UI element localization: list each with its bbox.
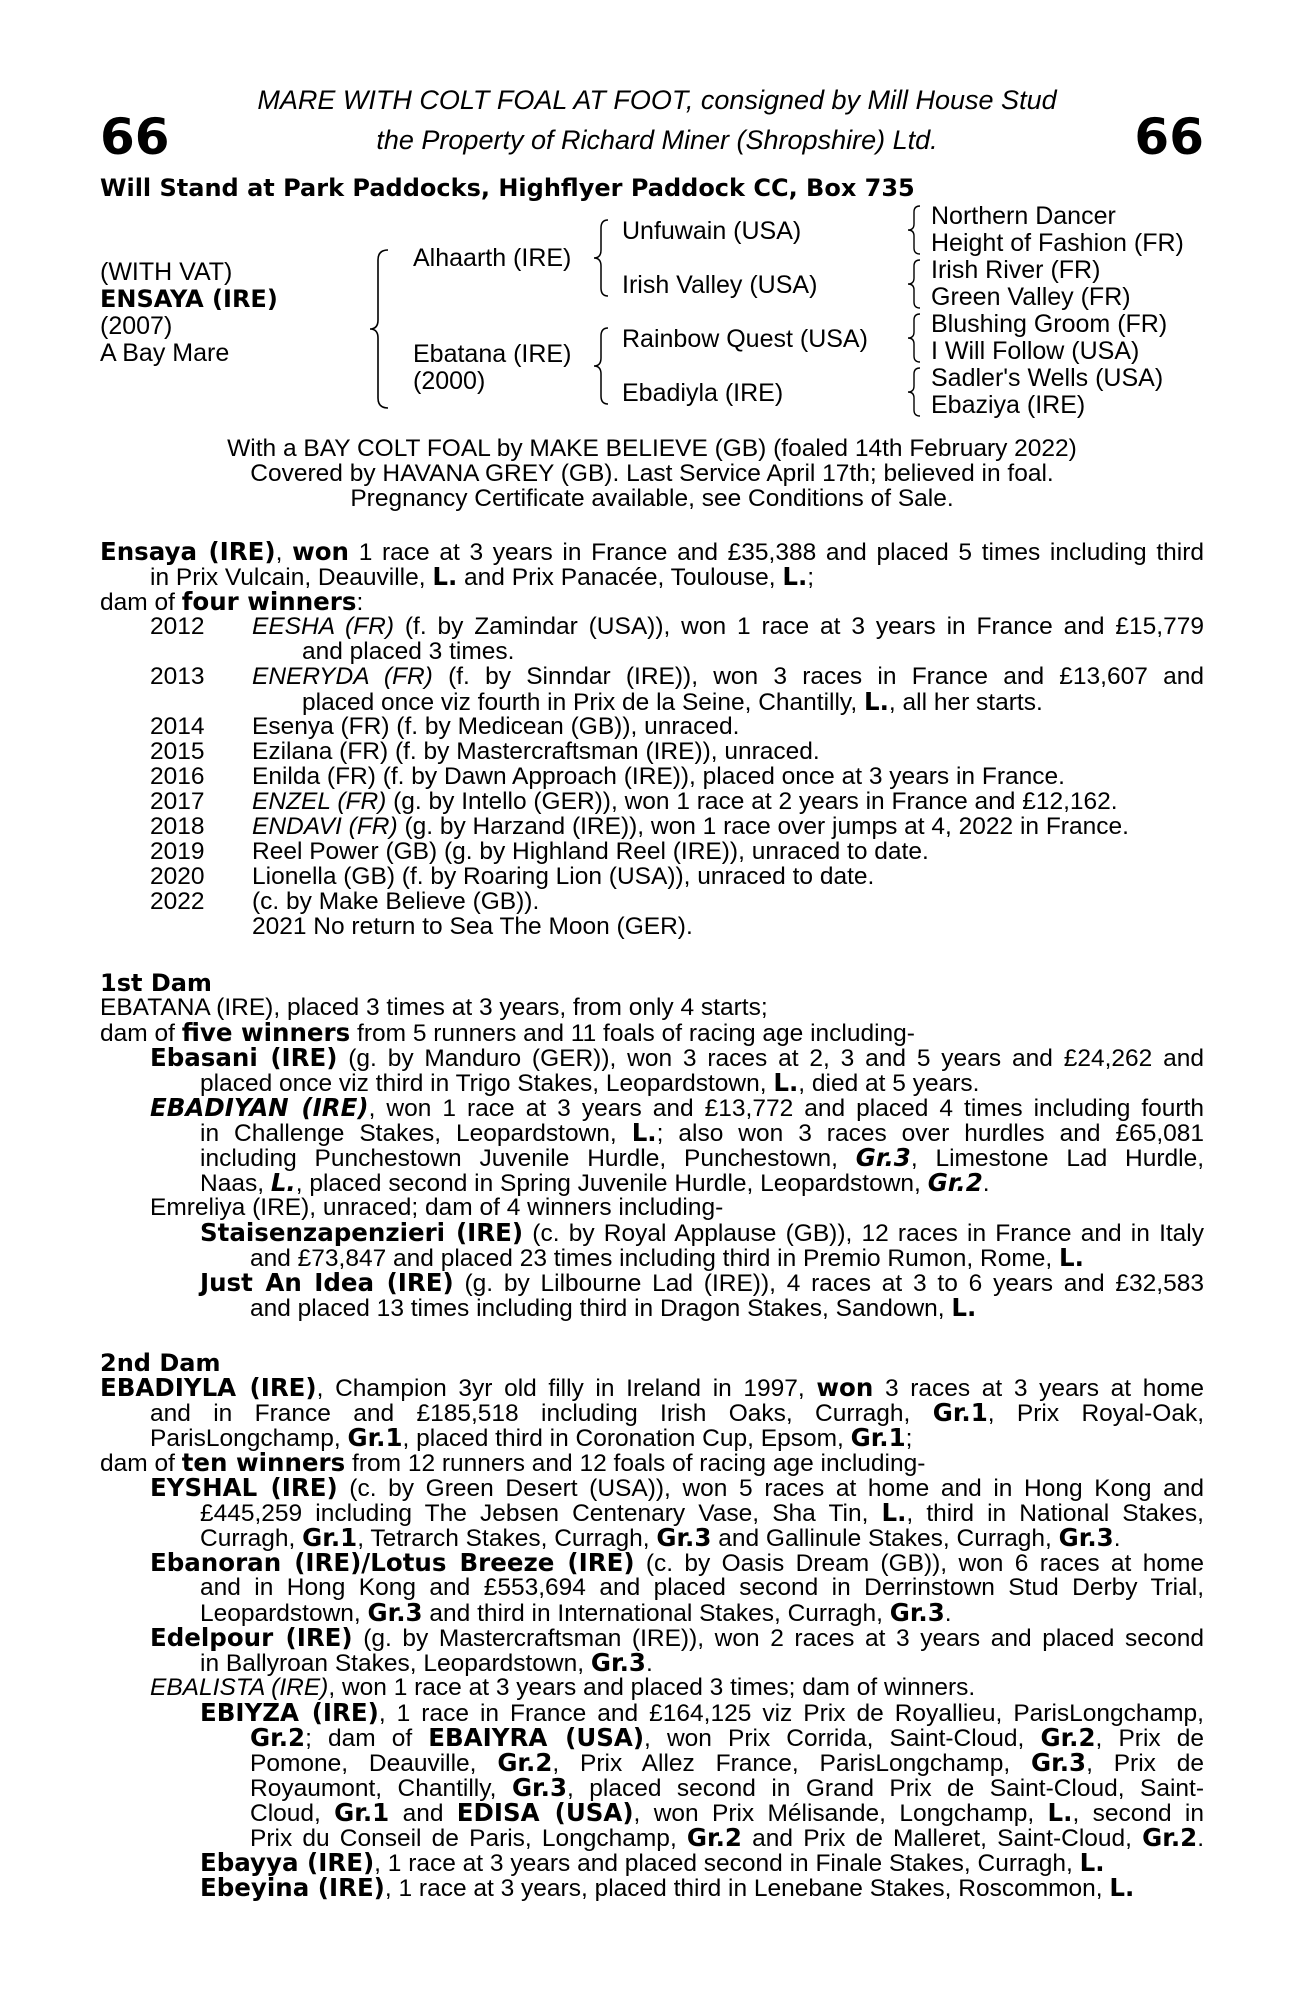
pedigree-brace-ss: [906, 204, 922, 256]
produce-2016: Enilda (FR) (f. by Dawn Approach (IRE)), placed once at 3 years in France.: [252, 763, 1065, 790]
ebasani-line-1: Ebasani (IRE) (g. by Manduro (GER)), won 3 races at 2, 3 and 5 years and £24,262 and: [150, 1043, 1204, 1072]
ensaya-line-1: Ensaya (IRE), won 1 race at 3 years in France and £35,388 and placed 5 times including third: [100, 537, 1204, 566]
first-dam-line-2: dam of five winners from 5 runners and 11 foals of racing age including-: [100, 1018, 915, 1047]
ebiyza-line-3: Pomone, Deauville, Gr.2, Prix Allez France, ParisLongchamp, Gr.3, Prix de: [250, 1748, 1204, 1777]
produce-year: 2020: [150, 863, 205, 890]
first-dam-heading: 1st Dam: [100, 969, 212, 997]
consignment-line: MARE WITH COLT FOAL AT FOOT, consigned by Mill House Stud: [257, 85, 1057, 115]
ebanoran-line-2: and in Hong Kong and £553,694 and placed second in Derrinstown Stud Derby Trial,: [200, 1574, 1204, 1601]
produce-year: 2017: [150, 788, 205, 815]
dds: Sadler's Wells (USA): [931, 364, 1164, 392]
sds: Irish River (FR): [931, 256, 1101, 284]
lot-number-left: 66: [100, 108, 170, 166]
foal-info-2: Covered by HAVANA GREY (GB). Last Service April 17th; believed in foal.: [250, 460, 1054, 487]
produce-2013-cont: placed once viz fourth in Prix de la Seine, Chantilly, L., all her starts.: [302, 687, 1043, 716]
pedigree-brace-dd: [906, 366, 922, 418]
ebadiyla-line-3: ParisLongchamp, Gr.1, placed third in Coronation Cup, Epsom, Gr.1;: [150, 1423, 913, 1452]
second-dam-heading: 2nd Dam: [100, 1349, 221, 1377]
pedigree-brace-sire: [592, 218, 610, 298]
produce-year: 2016: [150, 763, 205, 790]
ebayya-line: Ebayya (IRE), 1 race at 3 years and placed second in Finale Stakes, Curragh, L.: [200, 1848, 1105, 1877]
first-dam-line-1: EBATANA (IRE), placed 3 times at 3 years, from only 4 starts;: [100, 994, 768, 1021]
just-line-2: and placed 13 times including third in Dragon Stakes, Sandown, L.: [250, 1293, 977, 1322]
produce-2013: ENERYDA (FR) (f. by Sinndar (IRE)), won 3 races in France and £13,607 and: [252, 663, 1204, 690]
produce-2018: ENDAVI (FR) (g. by Harzand (IRE)), won 1 race over jumps at 4, 2022 in France.: [252, 813, 1129, 840]
ebadiyan-line-4: Naas, L., placed second in Spring Juvenile Hurdle, Leopardstown, Gr.2.: [200, 1168, 990, 1197]
produce-2022: (c. by Make Believe (GB)).: [252, 888, 540, 915]
ebadiyla-dam-of: dam of ten winners from 12 runners and 12 foals of racing age including-: [100, 1448, 926, 1477]
ebadiyan-line-3: including Punchestown Juvenile Hurdle, Punchestown, Gr.3, Limestone Lad Hurdle,: [200, 1143, 1205, 1172]
sire: Alhaarth (IRE): [413, 244, 572, 272]
foal-info-1: With a BAY COLT FOAL by MAKE BELIEVE (GB) (foaled 14th February 2022): [227, 435, 1077, 462]
stais-line-2: and £73,847 and placed 23 times including third in Premio Rumon, Rome, L.: [250, 1243, 1084, 1272]
produce-2021: 2021 No return to Sea The Moon (GER).: [252, 913, 693, 940]
eyshal-line-1: EYSHAL (IRE) (c. by Green Desert (USA)), won 5 races at home and in Hong Kong and: [150, 1473, 1204, 1502]
ebiyza-line-1: EBIYZA (IRE), 1 race in France and £164,125 viz Prix de Royallieu, ParisLongchamp,: [200, 1698, 1204, 1727]
ensaya-line-2: in Prix Vulcain, Deauville, L. and Prix Panacée, Toulouse, L.;: [150, 562, 815, 591]
ebadiyan-line-2: in Challenge Stakes, Leopardstown, L.; also won 3 races over hurdles and £65,081: [200, 1118, 1204, 1147]
dam-year: (2000): [413, 367, 486, 395]
ebadiyla-line-1: EBADIYLA (IRE), Champion 3yr old filly in Ireland in 1997, won 3 races at 3 years at home: [100, 1373, 1205, 1402]
ebanoran-line-1: Ebanoran (IRE)/Lotus Breeze (IRE) (c. by Oasis Dream (GB)), won 6 races at home: [150, 1548, 1204, 1577]
horse-name: ENSAYA (IRE): [100, 285, 278, 313]
ensaya-dam-of: dam of four winners:: [100, 587, 364, 616]
pedigree-brace-sd: [906, 258, 922, 310]
produce-year: 2013: [150, 663, 205, 690]
ebeyina-line: Ebeyina (IRE), 1 race at 3 years, placed third in Lenebane Stakes, Roscommon, L.: [200, 1873, 1135, 1902]
foal-info-3: Pregnancy Certificate available, see Conditions of Sale.: [350, 485, 954, 512]
pedigree-brace-dam: [592, 326, 610, 406]
produce-2014: Esenya (FR) (f. by Medicean (GB)), unraced.: [252, 713, 740, 740]
produce-year: 2014: [150, 713, 205, 740]
ebalista-line: EBALISTA (IRE), won 1 race at 3 years and placed 3 times; dam of winners.: [150, 1674, 976, 1701]
produce-year: 2022: [150, 888, 205, 915]
horse-description: A Bay Mare: [100, 339, 230, 367]
dss: Blushing Groom (FR): [931, 310, 1168, 338]
ebadiyan-line-1: EBADIYAN (IRE), won 1 race at 3 years and £13,772 and placed 4 times including fourth: [150, 1093, 1205, 1122]
dam-sire: Rainbow Quest (USA): [622, 325, 868, 353]
horse-year: (2007): [100, 312, 173, 340]
pedigree-brace-ds: [906, 312, 922, 364]
pedigree-brace-main: [368, 248, 390, 410]
dsd: I Will Follow (USA): [931, 337, 1140, 365]
produce-2012: EESHA (FR) (f. by Zamindar (USA)), won 1 race at 3 years in France and £15,779: [252, 613, 1204, 640]
produce-2019: Reel Power (GB) (g. by Highland Reel (IRE)), unraced to date.: [252, 838, 929, 865]
eyshal-line-2: £445,259 including The Jebsen Centenary Vase, Sha Tin, L., third in National Stakes,: [200, 1498, 1204, 1527]
produce-year: 2019: [150, 838, 205, 865]
ebiyza-line-5: Cloud, Gr.1 and EDISA (USA), won Prix Mélisande, Longchamp, L., second in: [250, 1798, 1204, 1827]
dam: Ebatana (IRE): [413, 340, 572, 368]
produce-2012-cont: and placed 3 times.: [302, 638, 515, 665]
dam-dam: Ebadiyla (IRE): [622, 379, 784, 407]
ebasani-line-2: placed once viz third in Trigo Stakes, Leopardstown, L., died at 5 years.: [200, 1068, 980, 1097]
edelpour-line-1: Edelpour (IRE) (g. by Mastercraftsman (IRE)), won 2 races at 3 years and placed second: [150, 1623, 1204, 1652]
eyshal-line-3: Curragh, Gr.1, Tetrarch Stakes, Curragh, Gr.3 and Gallinule Stakes, Curragh, Gr.3.: [200, 1523, 1121, 1552]
produce-year: 2015: [150, 738, 205, 765]
sss: Northern Dancer: [931, 202, 1116, 230]
edelpour-line-2: in Ballyroan Stakes, Leopardstown, Gr.3.: [200, 1648, 653, 1677]
produce-year: 2018: [150, 813, 205, 840]
lot-number-right: 66: [1134, 108, 1204, 166]
ssd: Height of Fashion (FR): [931, 229, 1184, 257]
ebadiyla-line-2: and in France and £185,518 including Irish Oaks, Curragh, Gr.1, Prix Royal-Oak,: [150, 1398, 1204, 1427]
vat-note: (WITH VAT): [100, 258, 233, 286]
ddd: Ebaziya (IRE): [931, 391, 1086, 419]
just-line-1: Just An Idea (IRE) (g. by Lilbourne Lad (IRE)), 4 races at 3 to 6 years and £32,583: [200, 1268, 1204, 1297]
ebanoran-line-3: Leopardstown, Gr.3 and third in International Stakes, Curragh, Gr.3.: [200, 1598, 952, 1627]
produce-2020: Lionella (GB) (f. by Roaring Lion (USA)), unraced to date.: [252, 863, 875, 890]
sire-dam: Irish Valley (USA): [622, 271, 818, 299]
produce-2015: Ezilana (FR) (f. by Mastercraftsman (IRE)), unraced.: [252, 738, 820, 765]
ebiyza-line-4: Royaumont, Chantilly, Gr.3, placed second in Grand Prix de Saint-Cloud, Saint-: [250, 1773, 1205, 1802]
produce-year: 2012: [150, 613, 205, 640]
sdd: Green Valley (FR): [931, 283, 1131, 311]
sire-sire: Unfuwain (USA): [622, 217, 802, 245]
stand-location: Will Stand at Park Paddocks, Highflyer Paddock CC, Box 735: [100, 174, 915, 202]
produce-2017: ENZEL (FR) (g. by Intello (GER)), won 1 race at 2 years in France and £12,162.: [252, 788, 1118, 815]
ebiyza-line-2: Gr.2; dam of EBAIYRA (USA), won Prix Corrida, Saint-Cloud, Gr.2, Prix de: [250, 1723, 1204, 1752]
stais-line-1: Staisenzapenzieri (IRE) (c. by Royal Applause (GB)), 12 races in France and in Italy: [200, 1218, 1205, 1247]
property-line: the Property of Richard Miner (Shropshire) Ltd.: [376, 125, 938, 155]
ebiyza-line-6: Prix du Conseil de Paris, Longchamp, Gr.2 and Prix de Malleret, Saint-Cloud, Gr.2.: [250, 1823, 1204, 1852]
emreliya-line: Emreliya (IRE), unraced; dam of 4 winners including-: [150, 1194, 724, 1221]
